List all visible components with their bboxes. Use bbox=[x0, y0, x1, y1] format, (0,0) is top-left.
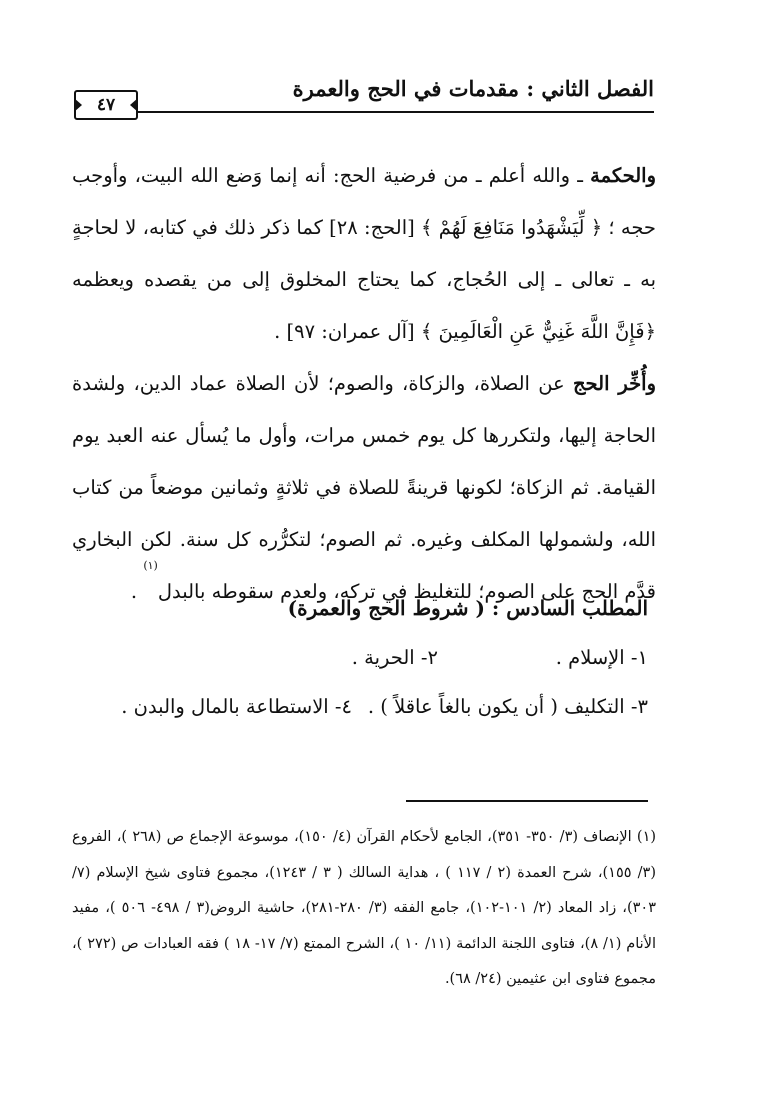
condition-item: ٣- التكليف ( أن يكون بالغاً عاقلاً ) . bbox=[367, 695, 648, 718]
footnotes bbox=[72, 820, 656, 998]
para-text: . bbox=[130, 580, 144, 603]
page-number: ٤٧ bbox=[74, 90, 138, 120]
paragraph-wisdom bbox=[72, 150, 656, 358]
page-header bbox=[74, 62, 654, 126]
condition-item: ١- الإسلام . bbox=[555, 646, 648, 669]
para-text: [الحج: ٢٨] كما ذكر ذلك في كتابه، لا لحاجةٍ به ـ تعالى ـ إلى الحُجاج، كما يحتاج المخلوق إلى من يقصده ويعظمه bbox=[72, 216, 656, 291]
para-lead: وأُخِّر الحج bbox=[572, 372, 656, 395]
condition-item: ٢- الحرية . bbox=[351, 646, 438, 669]
para-text: [آل عمران: ٩٧] . bbox=[274, 320, 421, 343]
conditions-row bbox=[121, 695, 648, 731]
footnote-ref[interactable]: (١) bbox=[143, 559, 158, 572]
chapter-title: الفصل الثاني : مقدمات في الحج والعمرة bbox=[292, 76, 654, 101]
paragraph-order bbox=[72, 358, 656, 618]
footnote-1: (١) الإنصاف (٣/ ٣٥٠- ٣٥١)، الجامع لأحكام القرآن (٤/ ١٥٠)، موسوعة الإجماع ص (٢٦٨ )، الفروع (٣/ ١٥٥)، شرح العمدة (٢ / ١١٧ ) ، هداية السالك ( ٣ / ١٢٤٣)، مجموع فتاوى شيخ الإسلام (٧/ ٣٠٣)، زاد المعاد (٢/ ١٠١-١٠٢)، جامع الفقه (٣/ ٢٨٠-٢٨١)، حاشية الروض(٣ / ٤٩٨- ٥٠٦ )، مفيد الأنام (١/ ٨)، فتاوى اللجنة الدائمة (١١/ ١٠ )، الشرح الممتع (٧/ ١٧- ١٨ ) فقه العبادات ص (٢٧٢ )، مجموع فتاوى ابن عثيمين (٢٤/ ٦٨). bbox=[72, 829, 657, 987]
main-text bbox=[72, 150, 656, 618]
quran-verse: ﴿فَإِنَّ اللَّهَ غَنِيٌّ عَنِ الْعَالَمِينَ ﴾ bbox=[420, 320, 656, 343]
para-lead: والحكمة bbox=[590, 164, 656, 187]
condition-item: ٤- الاستطاعة بالمال والبدن . bbox=[121, 695, 352, 718]
para-text: عن الصلاة، والزكاة، والصوم؛ لأن الصلاة عماد الدين، ولشدة الحاجة إليها، ولتكررها كل يوم خمس مرات، وأول ما يُسأل عنه العبد يوم القيامة. ثم الزكاة؛ لكونها قرينةً للصلاة في ثلاثةٍ وثمانين موضعاً من كتاب الله، ولشمولها المكلف وغيره. ثم الصوم؛ لتكرُّره كل سنة. لكن البخاري قدَّم الحج على الصوم؛ للتغليظ في تركه، ولعدم سقوطه بالبدل bbox=[72, 372, 656, 603]
para-text: ـ والله أعلم ـ من فرضية الحج: أنه إنما وَضع الله البيت، وأوجب حجه ؛ bbox=[72, 164, 656, 239]
section-heading: المطلب السادس : ( شروط الحج والعمرة) bbox=[287, 596, 648, 620]
header-rule bbox=[132, 111, 654, 113]
quran-verse: ﴿ لِّيَشْهَدُوا مَنَافِعَ لَهُمْ ﴾ bbox=[421, 216, 603, 239]
footnote-rule bbox=[406, 800, 648, 802]
conditions-row bbox=[148, 646, 648, 682]
